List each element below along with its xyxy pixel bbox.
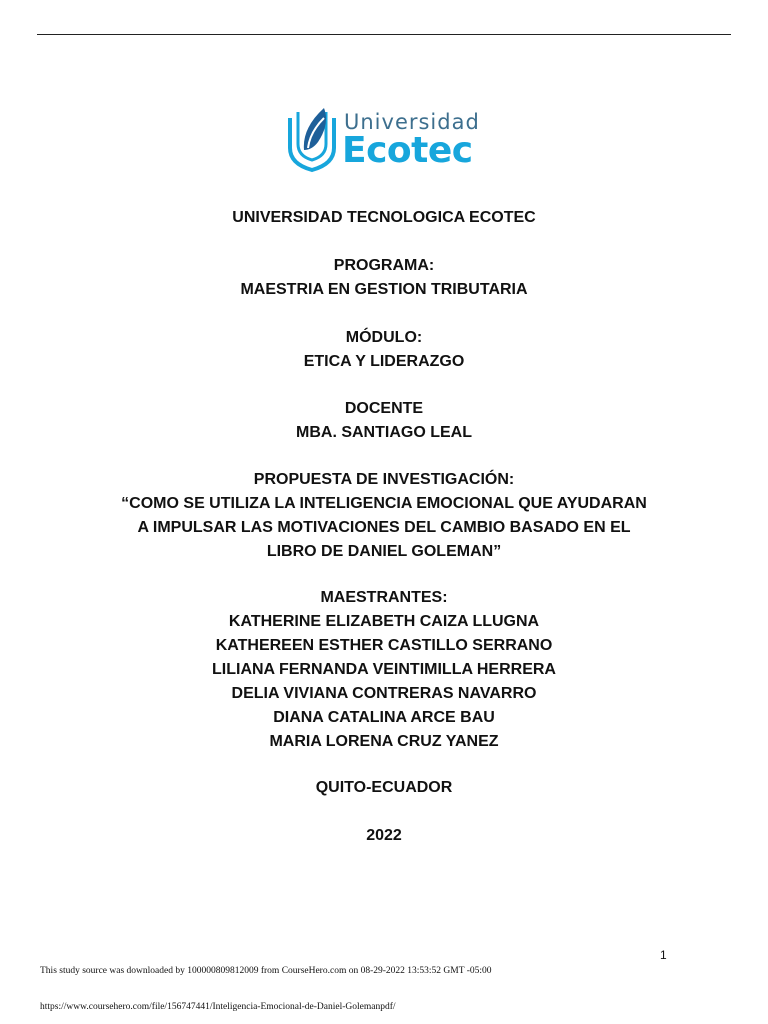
institution-name (0, 206, 768, 230)
city-block (0, 776, 768, 800)
header-rule (37, 34, 731, 35)
module-block (0, 326, 768, 374)
proposal-title-line: LIBRO DE DANIEL GOLEMAN” (266, 543, 502, 560)
proposal-block (0, 468, 768, 564)
proposal-title-line: A IMPULSAR LAS MOTIVACIONES DEL CAMBIO BASADO EN EL (137, 519, 631, 536)
teacher-label: DOCENTE (344, 400, 424, 417)
proposal-label: PROPUESTA DE INVESTIGACIÓN: (253, 471, 515, 488)
student-name: MARIA LORENA CRUZ YANEZ (269, 733, 499, 750)
logo-word-ecotec: Ecotec (342, 130, 473, 171)
student-name: DELIA VIVIANA CONTRERAS NAVARRO (231, 685, 537, 702)
institution-text: UNIVERSIDAD TECNOLOGICA ECOTEC (232, 209, 536, 226)
ecotec-shield-icon (284, 104, 340, 174)
program-label: PROGRAMA: (333, 257, 435, 274)
download-notice: This study source was downloaded by 100000809812009 from CourseHero.com on 08-29-2022 13:53:52 GMT -05:00 (40, 966, 492, 976)
year-block (0, 824, 768, 848)
proposal-title-line: “COMO SE UTILIZA LA INTELIGENCIA EMOCIONAL QUE AYUDARAN (121, 495, 647, 512)
students-label: MAESTRANTES: (320, 589, 448, 606)
student-name: KATHERINE ELIZABETH CAIZA LLUGNA (228, 613, 540, 630)
student-name: LILIANA FERNANDA VEINTIMILLA HERRERA (212, 661, 556, 678)
page-number: 1 (660, 948, 667, 962)
program-block (0, 254, 768, 302)
module-label: MÓDULO: (345, 329, 423, 346)
teacher-value: MBA. SANTIAGO LEAL (296, 424, 472, 441)
year-text: 2022 (366, 827, 402, 844)
logo-word-universidad: Universidad (344, 110, 480, 134)
source-url[interactable]: https://www.coursehero.com/file/156747441/Inteligencia-Emocional-de-Daniel-Golemanpdf/ (40, 1002, 396, 1012)
student-name: KATHEREEN ESTHER CASTILLO SERRANO (215, 637, 553, 654)
module-value: ETICA Y LIDERAZGO (303, 353, 465, 370)
student-name: DIANA CATALINA ARCE BAU (273, 709, 495, 726)
students-block (0, 586, 768, 754)
university-logo (284, 104, 494, 176)
city-text: QUITO-ECUADOR (315, 779, 453, 796)
program-value: MAESTRIA EN GESTION TRIBUTARIA (240, 281, 528, 298)
teacher-block (0, 397, 768, 445)
